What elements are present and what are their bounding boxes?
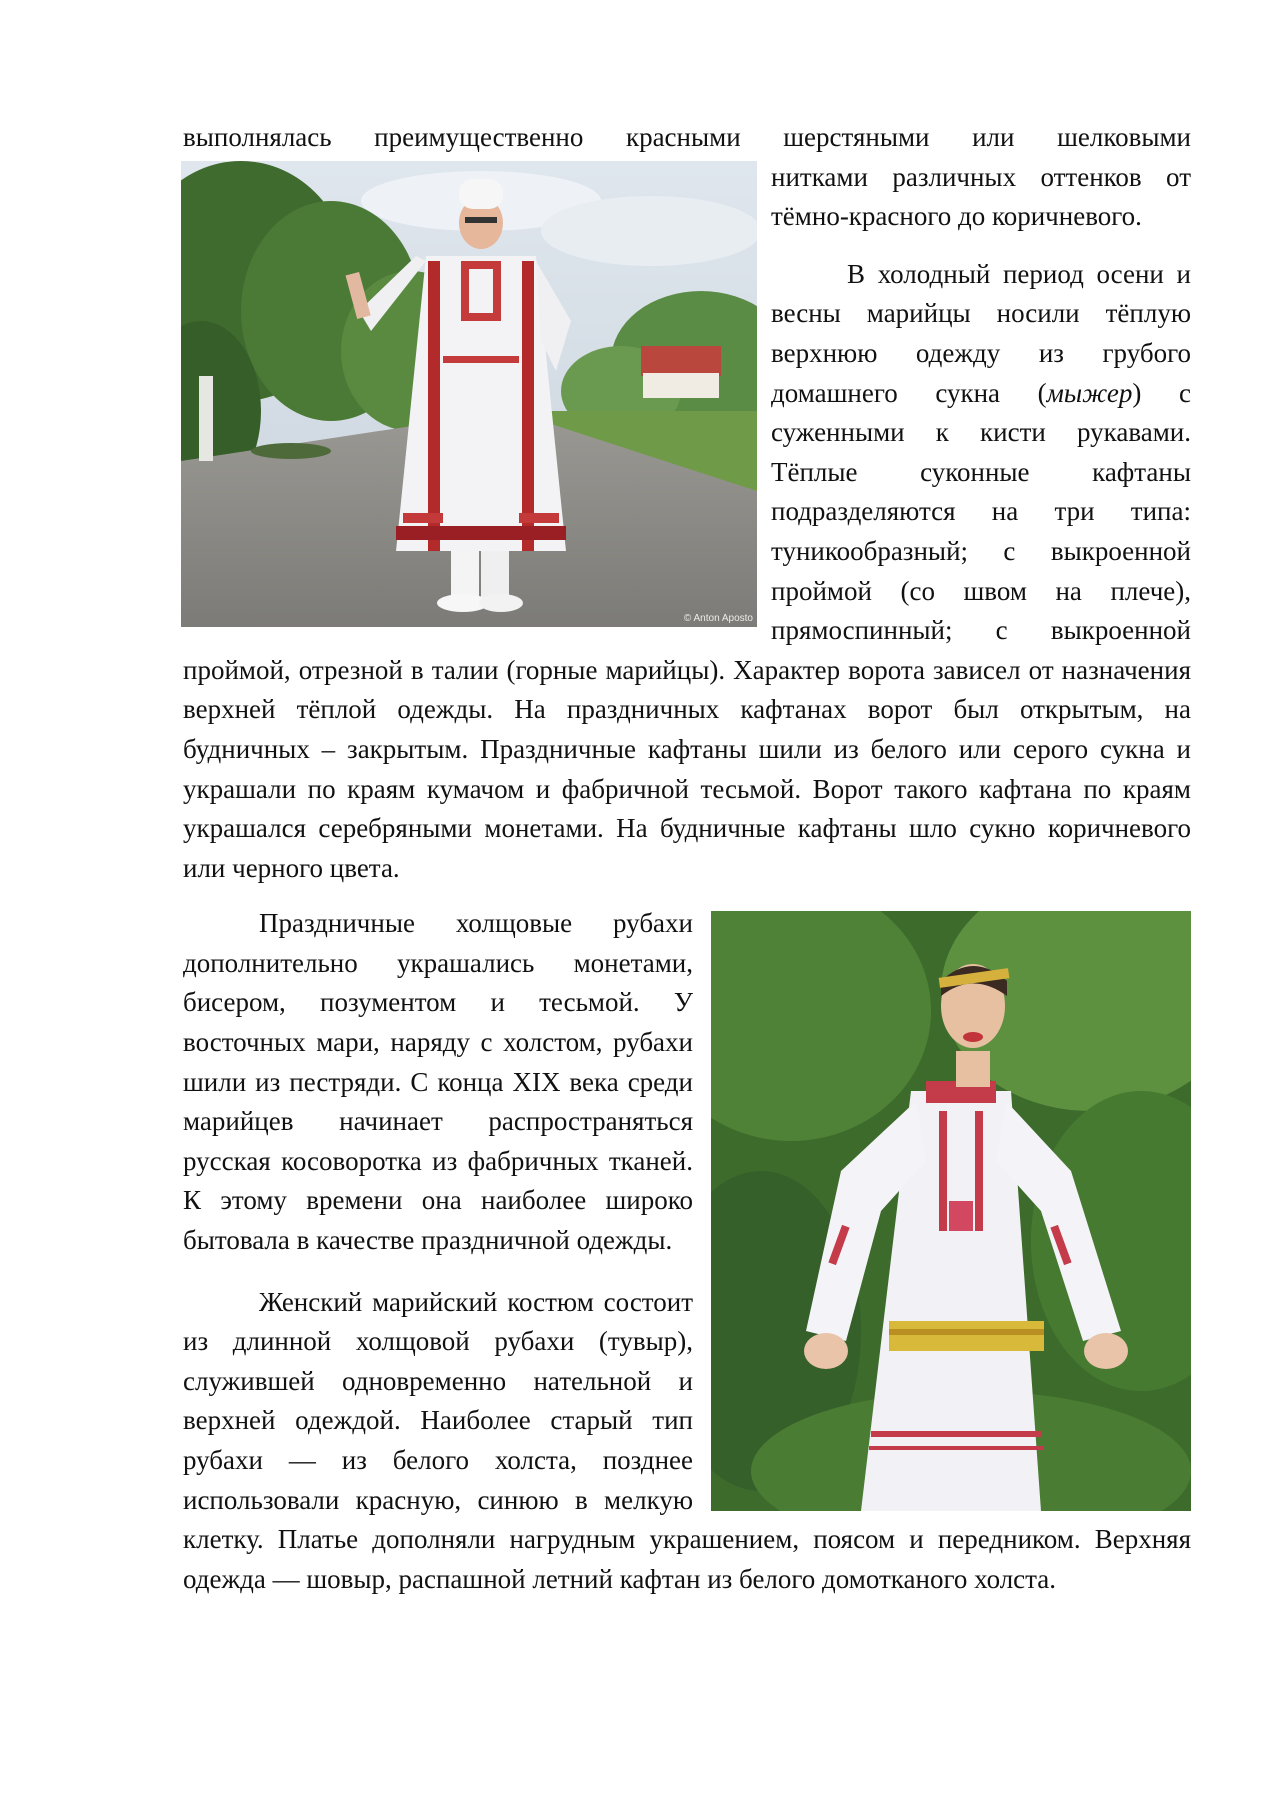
p2-term-myzher: мыжер (1046, 377, 1133, 408)
paragraph-womens-costume: Женский марийский костюм состоит из длинной холщовой рубахи (тувыр), служившей одновременно нательной и верхней одеждой. Наиболее старый тип рубахи — из белого холста, позднее использовали красную, синюю в мелкую клетку. Платье дополняли нагрудным украшением, поясом и передником. Верхняя одежда — шовыр, распашной летний кафтан из белого домотканого холста. (183, 1286, 1191, 1594)
p2-text-a: В холодный период осени и весны марийцы носили тёплую верхнюю одежду из грубого домашнего сукна ( (771, 258, 1191, 408)
photo-credit: © Anton Aposto (683, 612, 753, 624)
paragraph-festive-shirts: Праздничные холщовые рубахи дополнительно украшались монетами, бисером, позументом и тесьмой. У восточных мари, наряду с холстом, рубахи шили из пестряди. С конца XIX века среди марийцев начинает распространяться русская косоворотка из фабричных тканей. К этому времени она наиболее широко бытовала в качестве праздничной одежды. (183, 908, 693, 1256)
photo-dancing-woman (711, 911, 1191, 1511)
photo-woman-illustration (711, 911, 1191, 1511)
photo-man-in-mari-kaftan (181, 161, 757, 627)
p1-part-a: выполнялась преимущественно красными шерстяными или шелковыми (183, 122, 1191, 152)
document-page (183, 118, 1191, 1599)
paragraph-continuation (183, 118, 1191, 158)
p2-text-b: ) с суженными к кисти рукавами. Тёплые суконные кафтаны подразделяются на три типа: туникообразный; с выкроенной проймой (со швом на плече), прямоспинный; с выкроенной проймой, отрезной в талии (горные марийцы). Характер ворота зависел от назначения верхней тёплой одежды. На праздничных кафтанах ворот был открытым, на будничных – закрытым. Праздничные кафтаны шили из белого или серого сукна и украшали по краям кумачом и фабричной тесьмой. Ворот такого кафтана по краям украшался серебряными монетами. На будничные кафтаны шло сукно коричневого или черного цвета. (183, 377, 1191, 883)
photo-man-illustration (181, 161, 757, 627)
p1-part-b: нитками различных оттенков от тёмно-красного до коричневого. (771, 161, 1191, 232)
